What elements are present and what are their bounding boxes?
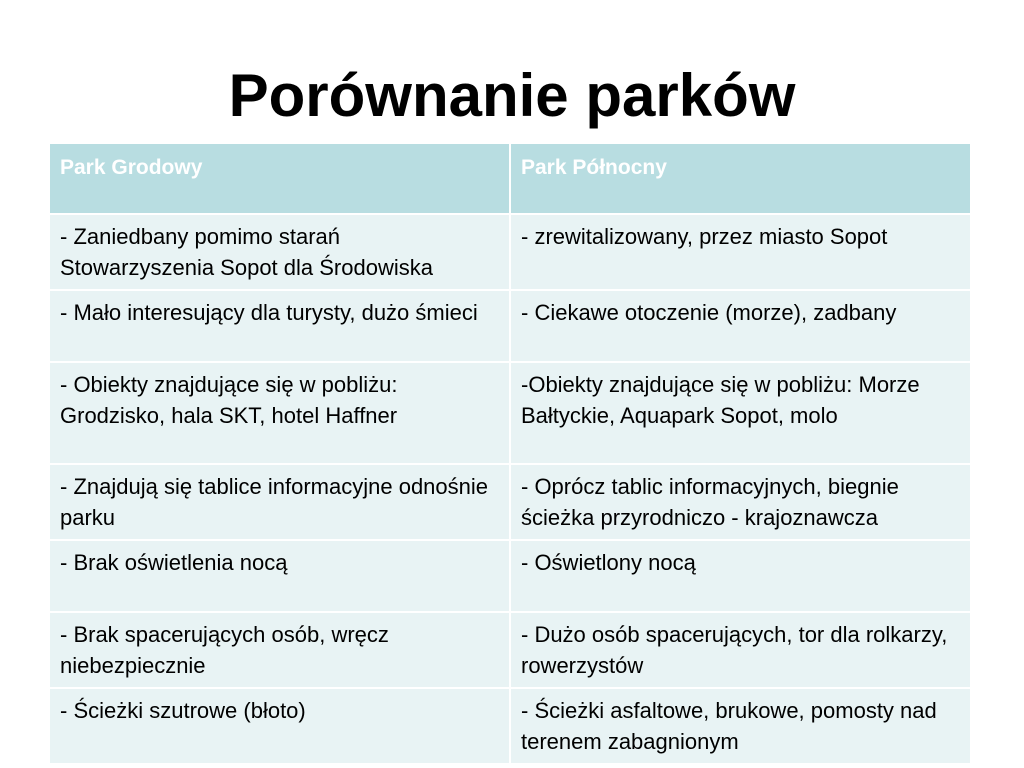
cell-park-grodowy: - Mało interesujący dla turysty, dużo śmieci — [49, 290, 510, 362]
table-row — [49, 290, 971, 362]
cell-park-polnocny: -Obiekty znajdujące się w pobliżu: Morze Bałtyckie, Aquapark Sopot, molo — [510, 362, 971, 464]
cell-park-polnocny: - Oprócz tablic informacyjnych, biegnie ścieżka przyrodniczo - krajoznawcza — [510, 464, 971, 540]
table-header-row — [49, 143, 971, 214]
table-row — [49, 362, 971, 464]
header-park-grodowy: Park Grodowy — [49, 143, 510, 214]
table-row — [49, 688, 971, 764]
cell-park-polnocny: - zrewitalizowany, przez miasto Sopot — [510, 214, 971, 290]
cell-park-polnocny: - Ścieżki asfaltowe, brukowe, pomosty nad terenem zabagnionym — [510, 688, 971, 764]
header-park-polnocny: Park Północny — [510, 143, 971, 214]
cell-park-grodowy: - Obiekty znajdujące się w pobliżu: Grodzisko, hala SKT, hotel Haffner — [49, 362, 510, 464]
cell-park-grodowy: - Ścieżki szutrowe (błoto) — [49, 688, 510, 764]
table-row — [49, 464, 971, 540]
table-row — [49, 214, 971, 290]
cell-park-grodowy: - Zaniedbany pomimo starań Stowarzyszenia Sopot dla Środowiska — [49, 214, 510, 290]
cell-park-grodowy: - Brak spacerujących osób, wręcz niebezpiecznie — [49, 612, 510, 688]
comparison-table-container — [48, 142, 970, 765]
cell-park-grodowy: - Znajdują się tablice informacyjne odnośnie parku — [49, 464, 510, 540]
table-row — [49, 540, 971, 612]
cell-park-polnocny: - Oświetlony nocą — [510, 540, 971, 612]
comparison-table — [48, 142, 972, 765]
cell-park-polnocny: - Dużo osób spacerujących, tor dla rolkarzy, rowerzystów — [510, 612, 971, 688]
cell-park-polnocny: - Ciekawe otoczenie (morze), zadbany — [510, 290, 971, 362]
slide-title: Porównanie parków — [228, 62, 796, 129]
cell-park-grodowy: - Brak oświetlenia nocą — [49, 540, 510, 612]
table-row — [49, 612, 971, 688]
